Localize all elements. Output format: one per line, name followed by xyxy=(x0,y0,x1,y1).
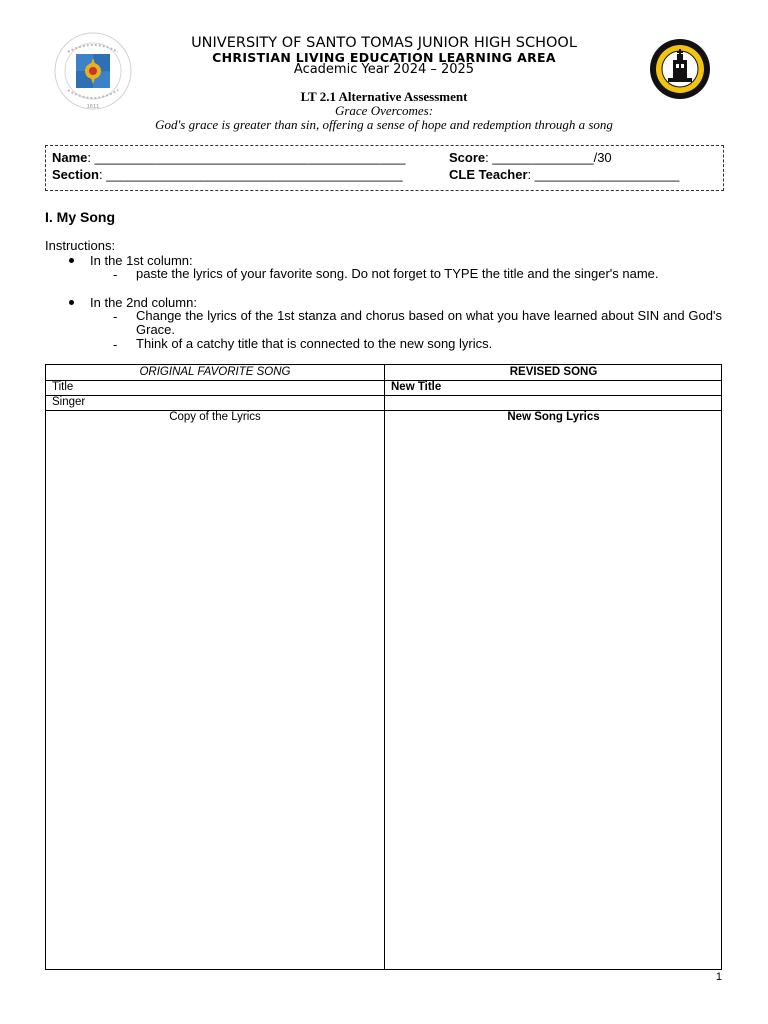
name-field[interactable] xyxy=(52,150,406,165)
assessment-title: LT 2.1 Alternative Assessment xyxy=(300,89,468,104)
bullet-1-text: In the 1st column: xyxy=(90,253,193,268)
score-label: Score xyxy=(449,150,486,165)
instructions-label: Instructions: xyxy=(45,238,116,253)
dash-marker: - xyxy=(113,267,118,282)
name-label: Name xyxy=(52,150,88,165)
teacher-blank: : ____________________ xyxy=(527,167,680,182)
singer-answer-cell[interactable] xyxy=(391,396,721,410)
lyrics-cell-label[interactable]: Copy of the Lyrics xyxy=(169,411,261,423)
section-blank: : _________________________________________ xyxy=(98,167,403,182)
song-table xyxy=(45,364,722,970)
new-lyrics-cell-label[interactable]: New Song Lyrics xyxy=(507,411,600,423)
teacher-label: CLE Teacher xyxy=(449,167,528,182)
title-cell[interactable]: Title xyxy=(52,381,74,393)
bullet-2-sub-2: Think of a catchy title that is connected to the new song lyrics. xyxy=(136,336,493,351)
section-label: Section xyxy=(52,167,99,182)
svg-text:1611: 1611 xyxy=(86,104,100,110)
page-number: 1 xyxy=(715,971,722,983)
original-song-header: ORIGINAL FAVORITE SONG xyxy=(139,366,291,378)
bullet-2-sub-1: Change the lyrics of the 1st stanza and chorus based on what you have learned about SIN and God's Grace. xyxy=(136,308,722,337)
column-divider xyxy=(384,365,385,969)
bullet-dot xyxy=(69,300,74,305)
new-title-cell[interactable]: New Title xyxy=(391,381,442,393)
assessment-subtitle: Grace Overcomes: xyxy=(334,103,434,118)
section-field[interactable] xyxy=(52,167,403,182)
revised-song-header: REVISED SONG xyxy=(509,366,598,378)
singer-cell[interactable]: Singer xyxy=(52,396,86,408)
name-blank: : ___________________________________________ xyxy=(87,150,406,165)
teacher-field[interactable] xyxy=(449,167,679,182)
score-field[interactable] xyxy=(449,150,612,165)
assessment-description: God's grace is greater than sin, offering a sense of hope and redemption through a song xyxy=(155,117,613,132)
dash-marker: - xyxy=(113,337,118,352)
bullet-dot xyxy=(69,258,74,263)
university-name: UNIVERSITY OF SANTO TOMAS JUNIOR HIGH SCHOOL xyxy=(191,35,577,51)
academic-year: Academic Year 2024 – 2025 xyxy=(293,62,475,77)
row-divider xyxy=(46,380,721,381)
dash-marker: - xyxy=(113,309,118,324)
score-blank: : ______________/30 xyxy=(485,150,612,165)
student-info-box xyxy=(45,145,724,191)
learning-area-title: CHRISTIAN LIVING EDUCATION LEARNING AREA xyxy=(212,50,556,65)
bullet-1-sub-1: paste the lyrics of your favorite song. Do not forget to TYPE the title and the singer's name. xyxy=(136,266,659,281)
bullet-2-text: In the 2nd column: xyxy=(90,295,197,310)
section-title: I. My Song xyxy=(45,209,115,225)
